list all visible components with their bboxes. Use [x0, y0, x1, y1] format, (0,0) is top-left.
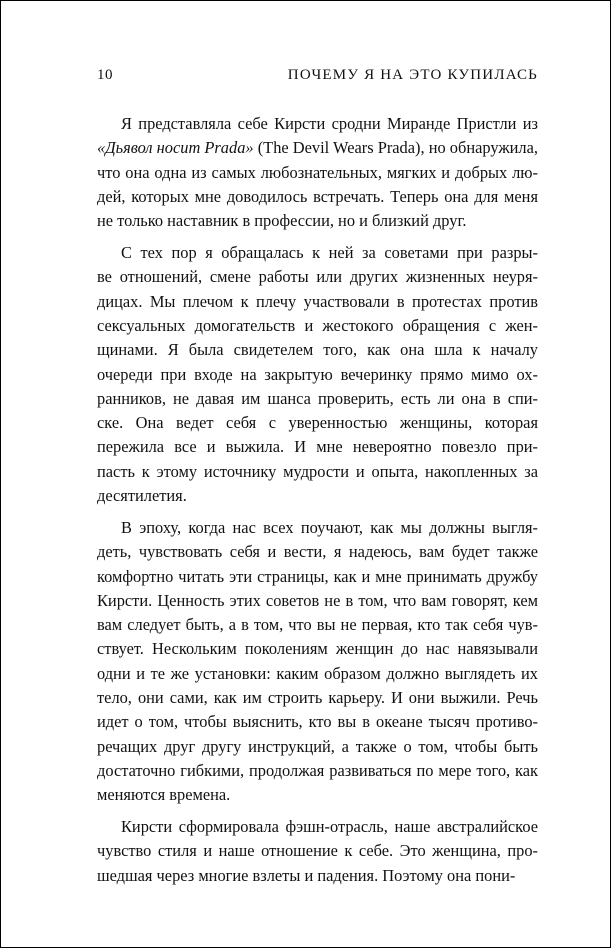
- text-line: щинами. Я была свидетелем того, как она шла к началу: [97, 340, 538, 360]
- text-line: пасть к этому источнику мудрости и опыта, накопленных за: [97, 461, 538, 481]
- book-title-italic: «Дьявол носит Prada»: [97, 138, 254, 158]
- text-line: деть, чувствовать себя и вести, я надеюсь, вам будет также: [97, 542, 538, 562]
- text-line: Кирсти сформировала фэшн-отрасль, наше австралийское: [121, 817, 538, 837]
- text-line: ствует. Нескольким поколениям женщин до нас навязывали: [97, 639, 538, 659]
- text-line: что она одна из самых любознательных, мягких и добрых лю-: [97, 162, 538, 182]
- text-line: В эпоху, когда нас всех поучают, как мы должны выгля-: [121, 517, 538, 537]
- text-line: десятилетия.: [97, 486, 187, 506]
- paragraph: [97, 516, 538, 808]
- page-number: 10: [97, 67, 113, 83]
- text-line: дицах. Мы плечом к плечу участвовали в протестах против: [97, 291, 538, 311]
- paragraph: [97, 112, 538, 233]
- text-line: комфортно читать эти страницы, как и мне принимать дружбу: [97, 566, 538, 586]
- text-line: шедшая через многие взлеты и падения. Поэтому она пони-: [97, 865, 516, 885]
- text-line: тело, они сами, как им строить карьеру. И они выжили. Речь: [97, 688, 538, 708]
- text-line: Кирсти. Ценность этих советов не в том, что вам говорят, кем: [97, 590, 538, 610]
- text-line: одни и те же установки: каким образом должно выглядеть их: [97, 663, 538, 683]
- text-line: речащих друг другу инструкций, а также о том, чтобы быть: [97, 736, 538, 756]
- text-line: [97, 136, 538, 160]
- text-line: чувство стиля и наше отношение к себе. Это женщина, про-: [97, 841, 538, 861]
- body-text: [97, 112, 538, 896]
- text-line: Я представляла себе Кирсти сродни Миранде Пристли из: [121, 114, 538, 133]
- text-line: очереди при входе на закрытую вечеринку прямо мимо ох-: [97, 364, 538, 384]
- text-line: ве отношений, смене работы или других жизненных неуря-: [97, 267, 538, 287]
- text-line-rest: (The Devil Wears Prada), но обнаружила,: [253, 138, 538, 158]
- text-line: ске. Она ведет себя с уверенностью женщины, которая: [97, 413, 538, 433]
- text-line: сексуальных домогательств и жестокого обращения с жен-: [97, 315, 538, 335]
- text-line: ранников, не давая им шанса проверить, есть ли она в спи-: [97, 388, 538, 408]
- text-line: меняются времена.: [97, 785, 231, 805]
- text-line: дей, которых мне доводилось встречать. Теперь она для меня: [97, 186, 538, 206]
- text-line: не только наставник в профессии, но и близкий друг.: [97, 211, 467, 231]
- text-line: вам следует быть, а в том, что вы не первая, кто так себя чув-: [97, 615, 538, 635]
- text-line: идет о том, чтобы выяснить, кто вы в океане тысяч противо-: [97, 712, 538, 732]
- text-line: пережила все и выжила. И мне невероятно повезло при-: [97, 437, 538, 457]
- text-line: С тех пор я обращалась к ней за советами при разры-: [121, 243, 538, 263]
- chapter-title: ПОЧЕМУ Я НА ЭТО КУПИЛАСЬ: [287, 67, 538, 83]
- paragraph: [97, 241, 538, 508]
- paragraph: [97, 815, 538, 888]
- running-head: [97, 67, 538, 91]
- text-line: достаточно гибкими, продолжая развиваться по мере того, как: [97, 760, 538, 780]
